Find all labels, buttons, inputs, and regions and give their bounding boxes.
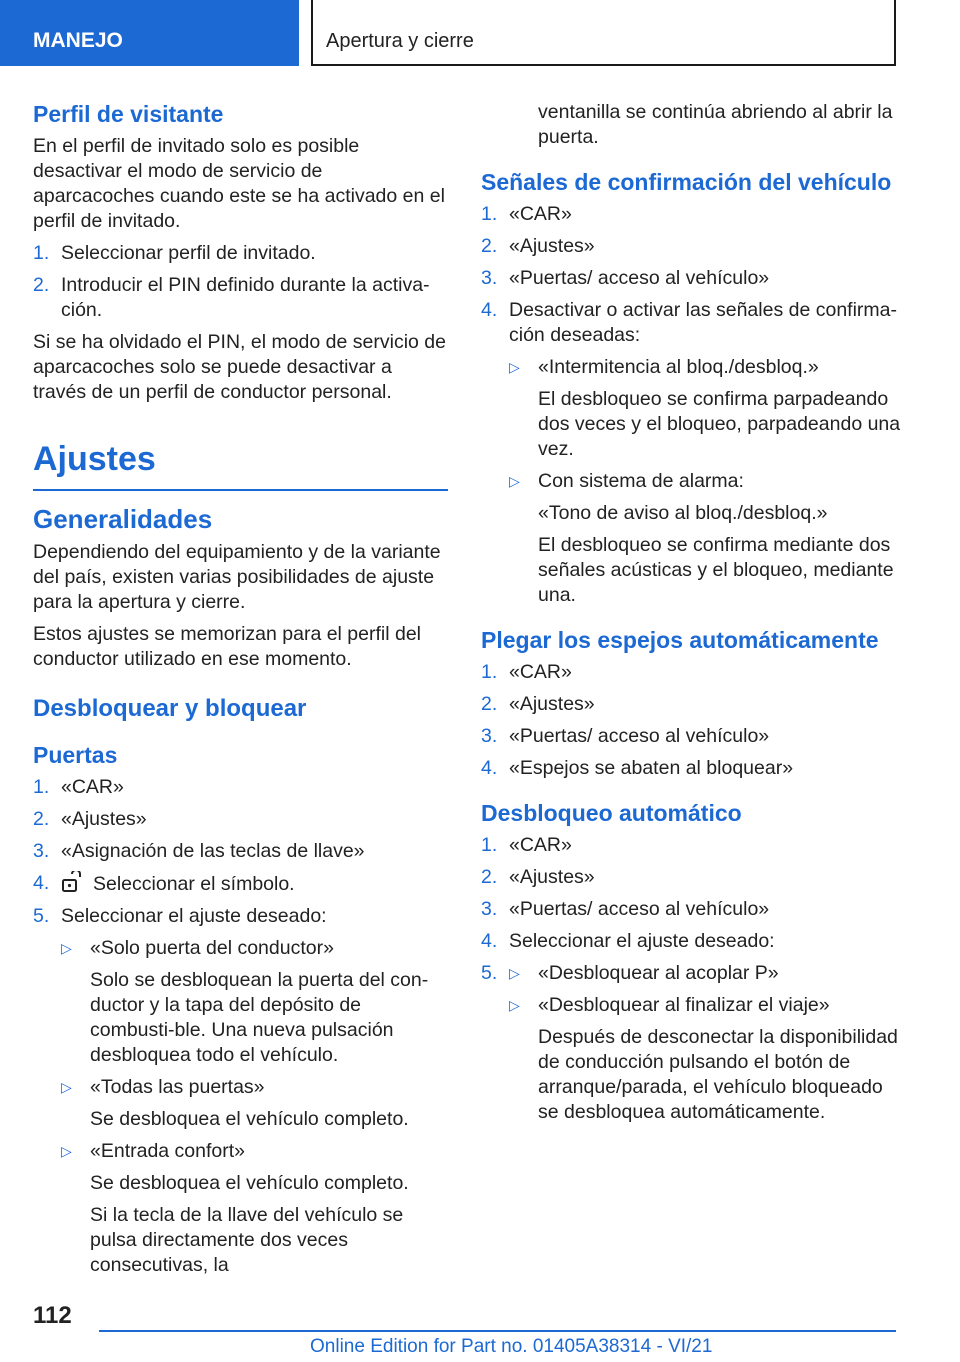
step-text: «Ajustes» — [61, 808, 147, 830]
step-text: «CAR» — [61, 776, 124, 798]
option-label: Con sistema de alarma: — [538, 470, 744, 492]
option-description: Si la tecla de la llave del vehículo se pulsa directamente dos veces consecutivas, la — [90, 1204, 404, 1276]
triangle-bullet-icon: ▷ — [61, 940, 72, 956]
option-label: «Entrada confort» — [90, 1140, 246, 1162]
step-text: «Espejos se abaten al bloquear» — [509, 757, 794, 779]
header-chapter-label: Apertura y cierre — [326, 30, 474, 52]
step-bullet-inline — [509, 961, 901, 986]
step-number: 3. — [481, 898, 498, 920]
generalidades-heading: Generalidades — [33, 504, 213, 534]
ajustes-heading: Ajustes — [33, 439, 448, 491]
confirmation-signals-heading: Señales de confirmación del vehículo — [481, 169, 892, 195]
step-number: 2. — [33, 274, 50, 296]
list-item — [481, 234, 901, 259]
visitor-profile-heading: Perfil de visitante — [33, 101, 224, 127]
triangle-bullet-icon: ▷ — [509, 965, 520, 981]
option-description: El desbloqueo se confirma mediante dos señales acústicas y el bloqueo, mediante una. — [538, 534, 894, 606]
option-description: Después de desconectar la disponibilidad de conducción pulsando el botón de arranque/parada, el vehículo bloqueado se desbloquea automáticamente. — [538, 1026, 898, 1123]
option-label: «Solo puerta del conductor» — [90, 937, 334, 959]
step-text: Introducir el PIN definido durante la activa‐ción. — [61, 274, 430, 321]
step-number: 4. — [481, 930, 498, 952]
step-text: «Puertas/ acceso al vehículo» — [509, 725, 770, 747]
visitor-paragraph-2: Si se ha olvidado el PIN, el modo de servicio de aparcacoches solo se puede desactivar a través de un perfil de conductor personal. — [33, 331, 446, 403]
list-item — [33, 807, 448, 832]
list-item — [33, 241, 448, 266]
list-item — [481, 202, 901, 227]
step-number: 3. — [481, 725, 498, 747]
list-item — [481, 298, 901, 348]
continued-text: ventanilla se continúa abriendo al abrir la puerta. — [538, 101, 893, 148]
list-item — [481, 724, 901, 749]
option-label: «Todas las puertas» — [90, 1076, 265, 1098]
step-number: 2. — [481, 866, 498, 888]
list-item — [33, 273, 448, 323]
step-text: «Asignación de las teclas de llave» — [61, 840, 365, 862]
bullet-item — [509, 469, 901, 494]
step-text: «Ajustes» — [509, 693, 595, 715]
list-item — [481, 961, 901, 986]
option-description: Solo se desbloquean la puerta del con‐ductor y la tapa del depósito de combusti‐ble. Una nueva pulsación desbloquea todo el vehículo. — [90, 969, 429, 1066]
fold-mirrors-heading: Plegar los espejos automáticamente — [481, 627, 879, 653]
header-section — [0, 0, 299, 66]
step-number: 3. — [481, 267, 498, 289]
list-item — [481, 929, 901, 954]
triangle-bullet-icon: ▷ — [61, 1079, 72, 1095]
step-number: 1. — [481, 834, 498, 856]
step-number: 1. — [481, 203, 498, 225]
unlock-icon — [61, 871, 83, 893]
triangle-bullet-icon: ▷ — [509, 473, 520, 489]
footer-edition: Online Edition for Part no. 01405A38314 - VI/21 — [310, 1336, 713, 1357]
step-text: Seleccionar el ajuste deseado: — [61, 905, 327, 927]
bullet-item — [61, 1075, 448, 1100]
option-description: Se desbloquea el vehículo completo. — [90, 1108, 409, 1130]
doors-heading: Puertas — [33, 742, 118, 768]
step-text: «CAR» — [509, 661, 572, 683]
list-item — [33, 904, 448, 929]
step-text: Seleccionar perfil de invitado. — [61, 242, 316, 264]
step-number: 4. — [481, 757, 498, 779]
bullet-item — [61, 936, 448, 961]
step-text: «Ajustes» — [509, 866, 595, 888]
step-number: 4. — [481, 299, 498, 321]
triangle-bullet-icon: ▷ — [509, 997, 520, 1013]
bullet-item — [61, 1139, 448, 1164]
general-paragraph-1: Dependiendo del equipamiento y de la variante del país, existen varias posibilidades de ajuste para la apertura y cierre. — [33, 541, 441, 613]
list-item — [481, 266, 901, 291]
general-paragraph-2: Estos ajustes se memorizan para el perfil del conductor utilizado en ese momento. — [33, 623, 422, 670]
option-label: «Desbloquear al finalizar el viaje» — [538, 994, 830, 1016]
bullet-item — [509, 355, 901, 380]
triangle-bullet-icon: ▷ — [509, 359, 520, 375]
step-text: «CAR» — [509, 834, 572, 856]
bullet-item — [509, 993, 901, 1018]
step-number: 2. — [33, 808, 50, 830]
option-description: El desbloqueo se confirma parpadeando dos veces y el bloqueo, parpadeando una vez. — [538, 388, 901, 460]
step-number: 4. — [33, 872, 50, 894]
step-text: «Puertas/ acceso al vehículo» — [509, 267, 770, 289]
option-sub-label: «Tono de aviso al bloq./desbloq.» — [538, 502, 828, 524]
right-column — [481, 100, 901, 1132]
step-text: Seleccionar el ajuste deseado: — [509, 930, 775, 952]
step-text: «CAR» — [509, 203, 572, 225]
step-text: Desactivar o activar las señales de confirma‐ción deseadas: — [509, 299, 897, 346]
list-item — [481, 865, 901, 890]
step-number: 5. — [33, 905, 50, 927]
step-text: «Ajustes» — [509, 235, 595, 257]
option-label: «Desbloquear al acoplar P» — [538, 962, 779, 984]
step-text: «Puertas/ acceso al vehículo» — [509, 898, 770, 920]
triangle-bullet-icon: ▷ — [61, 1143, 72, 1159]
step-text-with-icon — [61, 871, 448, 897]
footer-divider — [99, 1330, 896, 1332]
step-number: 1. — [481, 661, 498, 683]
header-section-label: MANEJO — [33, 29, 123, 52]
list-item — [481, 833, 901, 858]
header-chapter — [311, 0, 896, 66]
step-number: 3. — [33, 840, 50, 862]
step-number: 5. — [481, 962, 498, 984]
left-column — [33, 100, 448, 1285]
visitor-paragraph-1: En el perfil de invitado solo es posible desactivar el modo de servicio de aparcacoches cuando este se ha activado en el perfil de invitado. — [33, 135, 445, 232]
step-number: 1. — [33, 242, 50, 264]
step-text: Seleccionar el símbolo. — [93, 873, 295, 895]
step-number: 1. — [33, 776, 50, 798]
list-item — [481, 897, 901, 922]
lock-unlock-heading: Desbloquear y bloquear — [33, 695, 307, 722]
list-item — [481, 692, 901, 717]
step-number: 2. — [481, 235, 498, 257]
list-item — [481, 660, 901, 685]
list-item — [33, 775, 448, 800]
auto-unlock-heading: Desbloqueo automático — [481, 800, 742, 826]
list-item — [33, 871, 448, 897]
list-item — [481, 756, 901, 781]
list-item — [33, 839, 448, 864]
page-number: 112 — [33, 1302, 72, 1329]
option-label: «Intermitencia al bloq./desbloq.» — [538, 356, 819, 378]
step-number: 2. — [481, 693, 498, 715]
option-description: Se desbloquea el vehículo completo. — [90, 1172, 409, 1194]
